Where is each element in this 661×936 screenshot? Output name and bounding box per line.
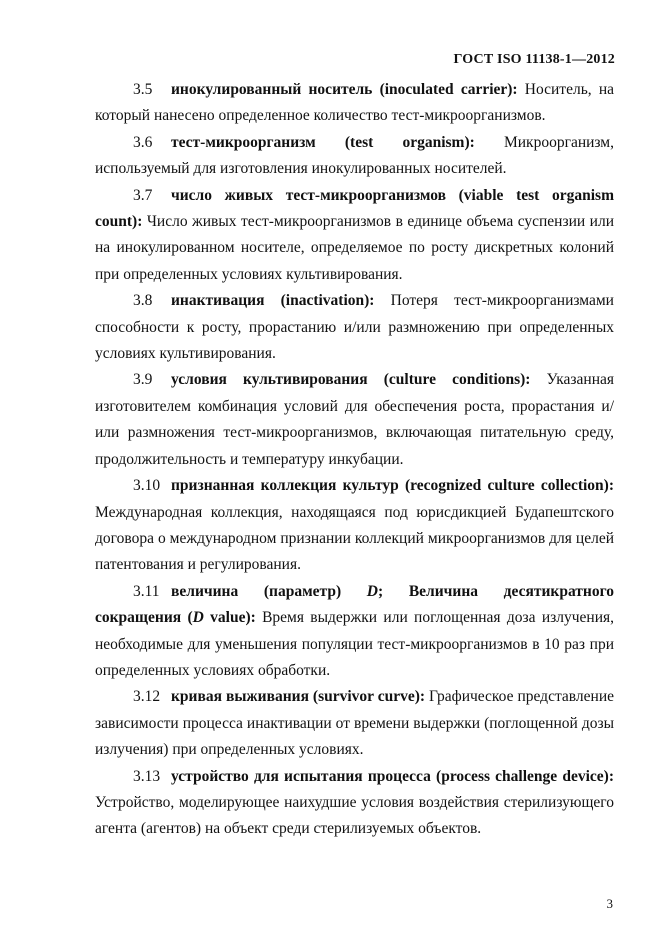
definition-3-9 bbox=[95, 367, 614, 473]
definition-term: число живых тест-микроорганизмов (viable test organism count): bbox=[95, 186, 614, 231]
definition-number: 3.10 bbox=[133, 477, 161, 495]
definition-text: Указанная изготовителем комбинация условий для обеспечения роста, прорастания и/или размножения тест-микроорганизмов, включающая питательную среду, продолжительность и температуру инкубации. bbox=[95, 371, 615, 468]
definition-term: инактивация (inactivation): bbox=[171, 292, 375, 310]
definition-3-5 bbox=[95, 77, 614, 130]
term-symbol: D bbox=[192, 609, 204, 627]
definition-text: Международная коллекция, находящаяся под юрисдикцией Будапештского договора о международном признании коллекций микроорганизмов для целей патентования и регулирования. bbox=[95, 503, 614, 574]
definition-3-6 bbox=[95, 130, 614, 183]
definitions-list bbox=[95, 77, 614, 843]
term-part: value): bbox=[203, 609, 256, 627]
definition-term: кривая выживания (survivor curve): bbox=[171, 688, 426, 706]
definition-3-7 bbox=[95, 183, 614, 289]
definition-number: 3.6 bbox=[133, 133, 153, 151]
definition-3-10 bbox=[95, 473, 614, 579]
definition-text: Микроорганизм, используемый для изготовления инокулированных носителей. bbox=[95, 133, 614, 178]
definition-3-8 bbox=[95, 288, 614, 367]
definition-term: тест-микроорганизм (test organism): bbox=[171, 133, 475, 151]
term-part: ; Величина десятикратного сокращения ( bbox=[95, 582, 614, 627]
definition-text: Графическое представление зависимости процесса инактивации от времени выдержки (поглощенной дозы излучения) при определенных условиях. bbox=[95, 688, 614, 759]
definition-number: 3.5 bbox=[133, 81, 153, 98]
term-symbol: D bbox=[366, 582, 378, 600]
definition-number: 3.12 bbox=[133, 688, 161, 706]
definition-text: Устройство, моделирующее наихудшие условия воздействия стерилизующего агента (агентов) на объект среди стерилизуемых объектов. bbox=[95, 793, 614, 838]
definition-number: 3.13 bbox=[133, 767, 161, 785]
term-part: величина (параметр) bbox=[171, 582, 367, 600]
definition-term: условия культивирования (culture conditions): bbox=[171, 371, 531, 389]
definition-text: Время выдержки или поглощенная доза излучения, необходимые для уменьшения популяции тест-микроорганизмов в 10 раз при определенных условиях обработки. bbox=[95, 609, 614, 679]
definition-term: признанная коллекция культур (recognized culture collection): bbox=[171, 477, 614, 495]
definition-number: 3.8 bbox=[133, 292, 153, 310]
definition-term: инокулированный носитель (inoculated carrier): bbox=[171, 81, 518, 98]
definition-number: 3.7 bbox=[133, 186, 153, 204]
definition-3-12 bbox=[95, 684, 614, 763]
page-number: 3 bbox=[606, 896, 613, 911]
definition-text: Потеря тест-микроорганизмами способности к росту, прорастанию и/или размножению при определенных условиях культивирования. bbox=[95, 292, 614, 363]
definition-number: 3.11 bbox=[133, 582, 160, 600]
definition-term: устройство для испытания процесса (process challenge device): bbox=[171, 767, 614, 785]
definition-text: Носитель, на который нанесено определенное количество тест-микроорганизмов. bbox=[95, 81, 615, 125]
definition-3-11 bbox=[95, 579, 614, 685]
doc-code-header: ГОСТ ISO 11138-1—2012 bbox=[453, 52, 615, 67]
definition-text: Число живых тест-микроорганизмов в единице объема суспензии или на инокулированном носителе, определяемое по росту дискретных колоний при определенных условиях культивирования. bbox=[95, 213, 614, 283]
definition-number: 3.9 bbox=[133, 371, 153, 389]
definition-3-13 bbox=[95, 764, 614, 843]
